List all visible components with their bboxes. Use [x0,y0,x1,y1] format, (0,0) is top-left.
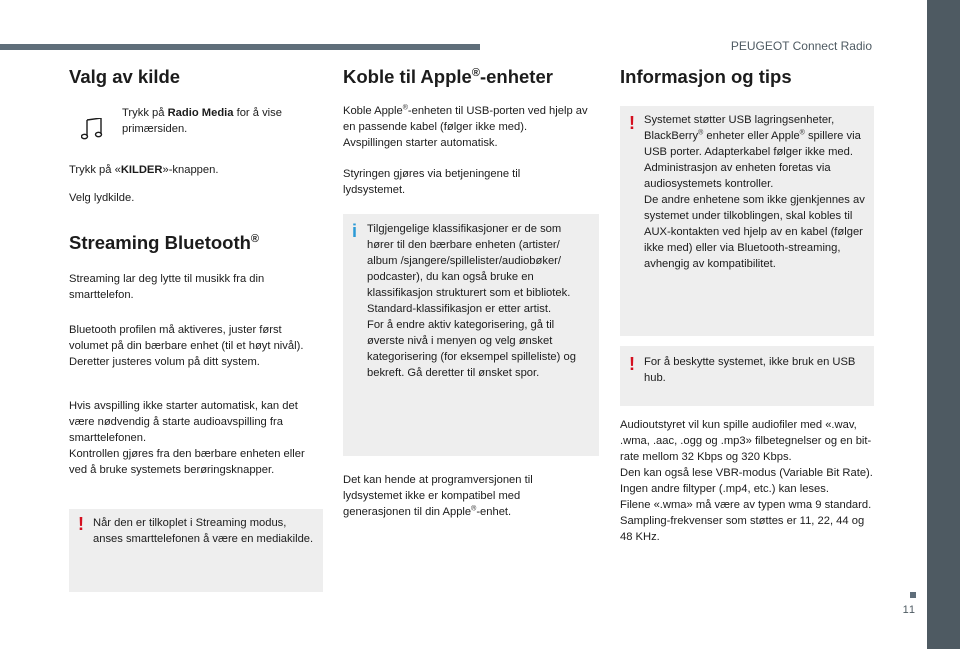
paragraph-compatibility: Det kan hende at programversjonen til lydsystemet ikke er kompatibel med generasjonen til din Apple®-enhet. [343,474,533,518]
info-box-classification [343,214,599,456]
paragraph-autoplay: Hvis avspilling ikke starter automatisk, kan det være nødvendig å starte audioavspilling fra smarttelefonen. [69,400,298,444]
paragraph-streaming: Streaming lar deg lytte til musikk fra din smarttelefon. [69,273,265,301]
paragraph-control: Styringen gjøres via betjeningene til lydsystemet. [343,168,521,196]
music-note-icon [81,118,105,140]
paragraph-controls: Kontrollen gjøres fra den bærbare enheten eller ved å bruke systemets berøringsknapper. [69,448,305,476]
warning-box-usb [620,106,874,336]
paragraph-connect-apple: Koble Apple®-enheten til USB-porten ved hjelp av en passende kabel (følger ikke med). Avspillingen starter automatisk. [343,104,588,149]
paragraph-bluetooth-profile: Bluetooth profilen må aktiveres, juster først volumet på din bærbare enhet (til et høyt nivål). Deretter justeres volum på ditt system. [69,324,304,368]
section-title-bluetooth: Streaming Bluetooth® [69,232,260,253]
section-title-apple: Koble til Apple®-enheter [343,66,553,87]
side-strip [927,0,960,649]
warning-box-hub [620,346,874,406]
step-select-source: Velg lydkilde. [69,192,135,204]
warning-hub-text: For å beskytte systemet, ikke bruk en USB hub. [644,356,856,384]
step-kilder: Trykk på «KILDER»-knappen. [69,164,219,176]
page-number: 11 [902,604,916,616]
continue-marker [910,592,916,598]
warning-icon: ! [629,113,635,133]
warning-box-streaming [69,509,323,592]
warning-icon: ! [629,354,635,374]
info-text: Tilgjengelige klassifikasjoner er de som hører til den bærbare enheten (artister/ album /sjangere/spillelister/audiobøker/ podcaster), du kan også bruke en klassifikasjon strukturert som et bibliotek. Standard-klassifikasjon er etter artist. For å endre aktiv kategorisering, gå til øverste nivå i menyen og velg ønsket kategorisering (for eksempel spilleliste) og bekreft. Gå deretter til ønsket spor. [367,223,576,379]
warning-text: Når den er tilkoplet i Streaming modus, anses smarttelefonen å være en mediakilde. [93,517,314,545]
step-radio-media: Trykk på Radio Media for å vise primærsiden. [122,107,282,135]
header-title: PEUGEOT Connect Radio [730,39,872,53]
paragraph-audio-formats: Audioutstyret vil kun spille audiofiler med «.wav, .wma, .aac, .ogg og .mp3» filbetegnelser og en bit-rate mellom 32 Kbps og 320 Kbps. Den kan også lese VBR-modus (Variable Bit Rate). Ingen andre filtyper (.mp4, etc.) kan leses. Filene «.wma» må være av typen wma 9 standard. Sampling-frekvenser som støttes er 11, 22, 44 og 48 KHz. [620,419,873,543]
header-bar [0,44,480,50]
section-title-info: Informasjon og tips [620,66,792,87]
section-title-source: Valg av kilde [69,66,181,87]
warning-usb-text: Systemet støtter USB lagringsenheter, BlackBerry® enheter eller Apple® spillere via USB porter. Adapterkabel følger ikke med. Administrasjon av enheten foretas via audiosystemets kontroller. De andre enhetene som ikke gjenkjennes av systemet under tilkoblingen, skal kobles til AUX-kontakten ved hjelp av en kabel (følger ikke med) eller via Bluetooth-streaming, avhengig av kompatibilitet. [644,114,865,270]
warning-icon: ! [78,514,84,534]
info-icon: i [352,221,358,241]
